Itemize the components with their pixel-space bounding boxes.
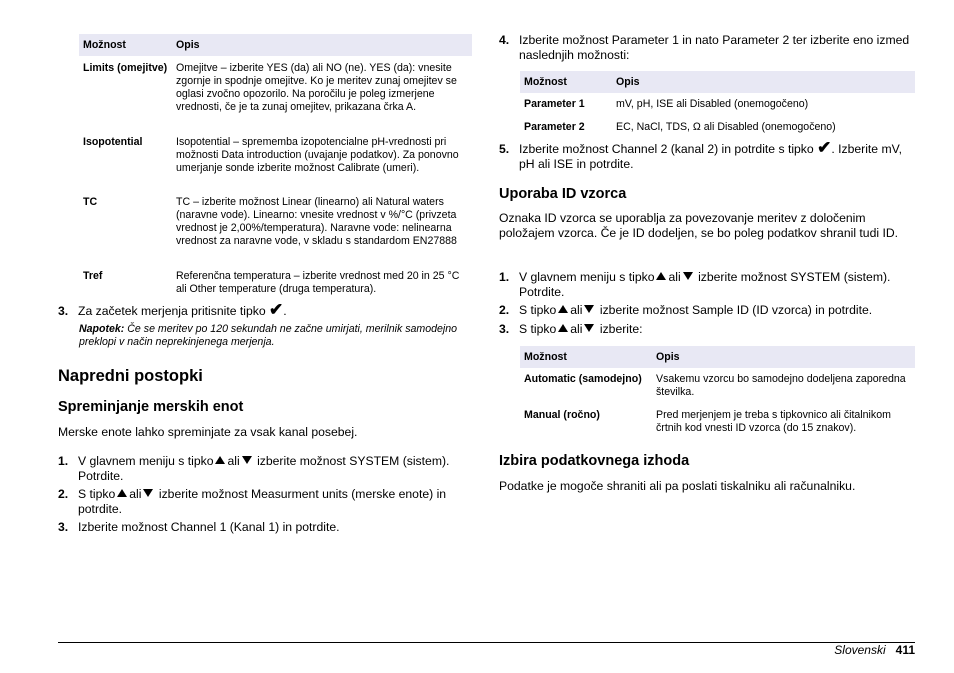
table-row	[79, 126, 472, 186]
option-desc: mV, pH, ISE ali Disabled (onemogočeno)	[616, 98, 809, 110]
step	[58, 520, 472, 535]
step-number: 4.	[499, 33, 510, 47]
option-desc: EC, NaCl, TDS, Ω ali Disabled (onemogočeno)	[616, 121, 836, 133]
subsection-heading: Spreminjanje merskih enot	[58, 399, 244, 415]
step-number: 3.	[58, 520, 69, 534]
step-end: .	[283, 304, 287, 318]
subsection-heading: Izbira podatkovnega izhoda	[499, 453, 690, 469]
option-desc: Referenčna temperatura – izberite vrednost med 20 in 25 °C ali Other temperature (druga temperatura).	[176, 270, 460, 295]
up-arrow-icon	[117, 489, 127, 497]
step-text: S tipko	[78, 487, 116, 501]
step-text: ali	[227, 454, 240, 468]
step-text: Izberite možnost Parameter 1 in nato Parameter 2 ter izberite eno izmed naslednjih možnosti:	[519, 33, 910, 62]
step-text: . Izberite mV, pH ali ISE in potrdite.	[519, 142, 903, 171]
step-number: 3.	[499, 322, 510, 336]
option-name: Parameter 1	[524, 98, 585, 110]
down-arrow-icon	[143, 489, 153, 497]
step-text: Za začetek merjenja pritisnite tipko	[78, 304, 266, 318]
step-text: ali	[129, 487, 142, 501]
step-text: S tipko	[519, 303, 557, 317]
option-name: Automatic (samodejno)	[524, 373, 642, 385]
step	[499, 33, 915, 62]
section-heading: Napredni postopki	[58, 367, 203, 385]
option-desc: Vsakemu vzorcu bo samodejno dodeljena zaporedna številka.	[656, 373, 906, 398]
up-arrow-icon	[656, 272, 666, 280]
step-text: V glavnem meniju s tipko	[519, 270, 655, 284]
paragraph: Oznaka ID vzorca se uporablja za povezovanje meritev z določenim položajem vzorca. Če je ID dodeljen, se bo poleg podatkov shranil tudi ID.	[499, 211, 899, 240]
option-name: TC	[83, 196, 98, 208]
subsection-heading: Uporaba ID vzorca	[499, 186, 627, 202]
table-row	[79, 260, 472, 300]
step	[499, 322, 915, 337]
step-text: V glavnem meniju s tipko	[78, 454, 214, 468]
step-text: izberite možnost SYSTEM (sistem). Potrdite.	[78, 454, 450, 483]
column-header: Možnost	[520, 346, 652, 368]
table-row	[520, 368, 915, 404]
option-name: Manual (ročno)	[524, 409, 600, 421]
option-name: Limits (omejitve)	[83, 62, 168, 74]
footer-language: Slovenski	[834, 643, 886, 657]
step-number: 2.	[499, 303, 510, 317]
table-row	[79, 56, 472, 126]
step	[58, 454, 472, 483]
option-desc: Omejitve – izberite YES (da) ali NO (ne). YES (da): vnesite zgornje in spodnje omejitve. Ko je meritev zunaj omejitev se oglasi zvočno opozorilo. Na poročilu je poleg izmerjene vrednosti, če je ta zunaj omejitev, prikazana črka A.	[176, 62, 457, 113]
step-text: ali	[570, 322, 583, 336]
step-text: ali	[668, 270, 681, 284]
parameter-table	[520, 71, 915, 139]
step-number: 3.	[58, 304, 69, 318]
table-row	[520, 116, 915, 139]
down-arrow-icon	[242, 456, 252, 464]
step-text: ali	[570, 303, 583, 317]
step-text: izberite možnost SYSTEM (sistem). Potrdite.	[519, 270, 891, 299]
up-arrow-icon	[558, 305, 568, 313]
option-name: Tref	[83, 270, 103, 282]
parameter-table-wrap	[520, 71, 915, 139]
step	[499, 303, 915, 318]
table-header-row	[520, 346, 915, 368]
note-label: Napotek:	[79, 323, 125, 335]
column-header: Možnost	[79, 34, 172, 56]
sample-id-table-wrap	[520, 346, 915, 439]
paragraph: Merske enote lahko spreminjate za vsak kanal posebej.	[58, 425, 358, 439]
step	[58, 487, 472, 516]
column-header: Opis	[652, 346, 915, 368]
step-text: izberite:	[599, 322, 643, 336]
option-desc: Isopotential – sprememba izopotencialne pH-vrednosti pri možnosti Data introduction (uvajanje podatkov). Za ponovno umerjanje sonde izberite možnost Calibrate (umeri).	[176, 136, 459, 174]
step-number: 5.	[499, 142, 510, 156]
option-desc: TC – izberite možnost Linear (linearno) ali Natural waters (naravne vode). Linearno: vnesite vrednost v %/°C (privzeta vrednost je 2,00%/temperatura). Naravne vode: nelinearna vrednost za naravne vode, v skladu s standardom EN27888	[176, 196, 457, 247]
up-arrow-icon	[215, 456, 225, 464]
step-text: S tipko	[519, 322, 557, 336]
check-icon: ✔	[817, 138, 832, 157]
table-row	[520, 93, 915, 116]
step-text: Izberite možnost Channel 2 (kanal 2) in potrdite s tipko	[519, 142, 814, 156]
step-number: 2.	[58, 487, 69, 501]
check-icon: ✔	[269, 300, 284, 319]
column-header: Opis	[612, 71, 915, 93]
down-arrow-icon	[584, 324, 594, 332]
table-header-row	[79, 34, 472, 56]
step-text: izberite možnost Sample ID (ID vzorca) in potrdite.	[599, 303, 873, 317]
step-number: 1.	[499, 270, 510, 284]
up-arrow-icon	[558, 324, 568, 332]
option-name: Parameter 2	[524, 121, 585, 133]
table-row	[520, 404, 915, 439]
options-table-wrap	[79, 34, 472, 300]
step-number: 1.	[58, 454, 69, 468]
option-desc: Pred merjenjem je treba s tipkovnico ali čitalnikom črtnih kod vnesti ID vzorca (do 15 znakov).	[656, 409, 891, 434]
column-header: Možnost	[520, 71, 612, 93]
note-text: Če se meritev po 120 sekundah ne začne umirjati, merilnik samodejno preklopi v način neprekinjenega merjenja.	[79, 323, 458, 348]
down-arrow-icon	[584, 305, 594, 313]
note	[79, 323, 459, 349]
page-number: 411	[895, 643, 915, 657]
paragraph: Podatke je mogoče shraniti ali pa poslati tiskalniku ali računalniku.	[499, 479, 856, 493]
down-arrow-icon	[683, 272, 693, 280]
step	[499, 138, 915, 171]
options-table	[79, 34, 472, 300]
footer	[834, 643, 915, 657]
step-start-measuring	[58, 300, 472, 319]
table-row	[79, 186, 472, 260]
option-name: Isopotential	[83, 136, 143, 148]
step	[499, 270, 915, 299]
column-header: Opis	[172, 34, 472, 56]
step-text: izberite možnost Measurment units (merske enote) in potrdite.	[78, 487, 447, 516]
step-text: Izberite možnost Channel 1 (Kanal 1) in potrdite.	[78, 520, 340, 534]
footer-divider	[58, 642, 915, 643]
table-header-row	[520, 71, 915, 93]
sample-id-table	[520, 346, 915, 439]
